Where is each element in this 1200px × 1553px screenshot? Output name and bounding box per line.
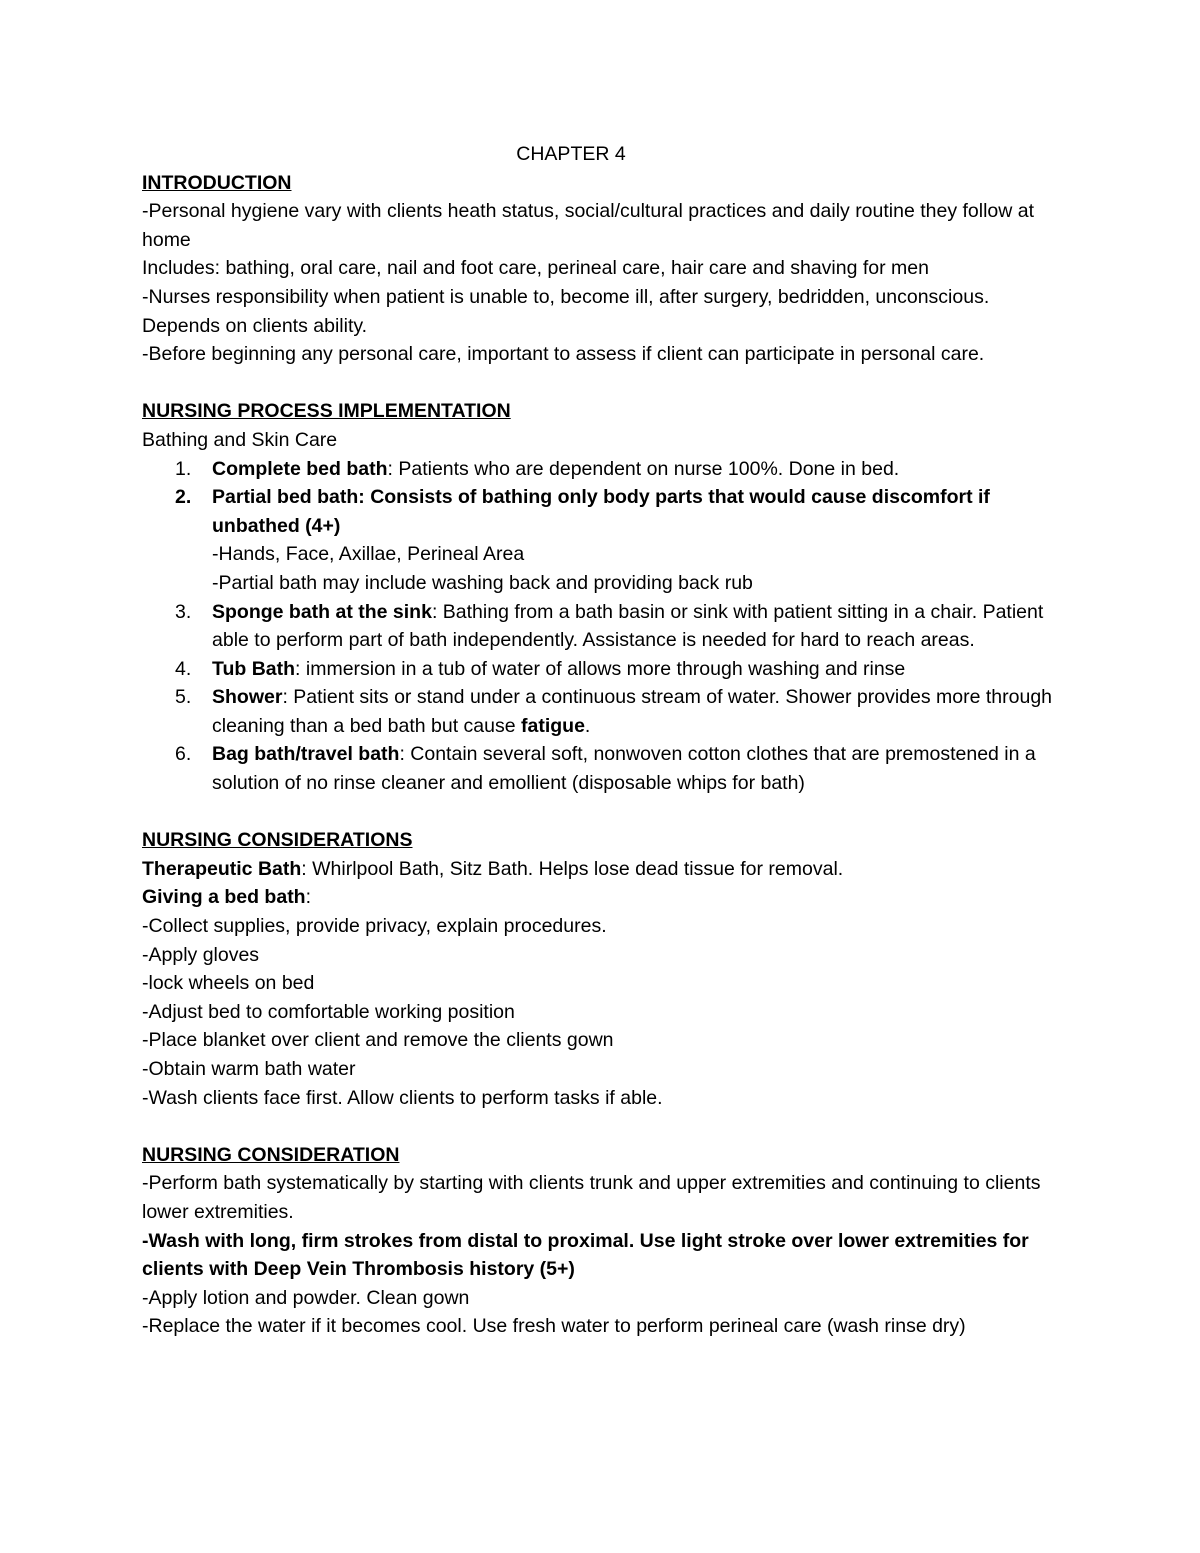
consideration-line: -Wash clients face first. Allow clients to perform tasks if able. xyxy=(142,1086,663,1109)
list-item xyxy=(142,598,1072,655)
chapter-title-row xyxy=(0,140,1000,169)
bath-types-list xyxy=(142,455,1072,798)
intro-line-3: -Nurses responsibility when patient is unable to, become ill, after surgery, bedridden, unconscious. Depends on clients ability. xyxy=(142,285,990,337)
implementation-heading: NURSING PROCESS IMPLEMENTATION xyxy=(142,400,511,423)
list-item xyxy=(142,683,1072,740)
item-term: Bag bath/travel bath xyxy=(212,743,400,766)
consideration-line: -Collect supplies, provide privacy, explain procedures. xyxy=(142,915,607,938)
considerations-heading: NURSING CONSIDERATIONS xyxy=(142,829,413,852)
list-item xyxy=(142,740,1072,797)
implementation-subheading: Bathing and Skin Care xyxy=(142,428,338,451)
item-sub-line: -Partial bath may include washing back and providing back rub xyxy=(212,571,753,594)
intro-line-1: -Personal hygiene vary with clients heath status, social/cultural practices and daily routine they follow at home xyxy=(142,200,1035,251)
consideration-paragraph: -Perform bath systematically by starting with clients trunk and upper extremities and continuing to clients lower extremities. xyxy=(142,1172,1041,1223)
therapeutic-term: Therapeutic Bath xyxy=(142,857,302,880)
item-bold-word: fatigue xyxy=(521,714,585,737)
consideration-bold-paragraph: -Wash with long, firm strokes from distal to proximal. Use light stroke over lower extremities for clients with Deep Vein Thrombosis history (5+) xyxy=(142,1229,1029,1281)
spacer xyxy=(142,798,1072,827)
intro-line-2: Includes: bathing, oral care, nail and foot care, perineal care, hair care and shaving for men xyxy=(142,257,929,280)
spacer xyxy=(142,1112,1072,1141)
item-text: : immersion in a tub of water of allows more through washing and rinse xyxy=(295,657,906,680)
item-end: . xyxy=(584,714,591,737)
intro-line-4: -Before beginning any personal care, important to assess if client can participate in personal care. xyxy=(142,343,985,366)
list-number: 2. xyxy=(175,486,192,509)
item-text: : Contain several soft, nonwoven cotton clothes that are premostened in a solution of no rinse cleaner and emollient (disposable whips for bath) xyxy=(212,743,1036,795)
consideration-heading: NURSING CONSIDERATION xyxy=(142,1143,400,1166)
list-item xyxy=(142,455,1072,484)
consideration-line: -Replace the water if it becomes cool. Use fresh water to perform perineal care (wash rinse dry) xyxy=(142,1315,966,1338)
list-item xyxy=(142,483,1072,597)
item-term: Sponge bath at the sink xyxy=(212,600,432,623)
therapeutic-text: : Whirlpool Bath, Sitz Bath. Helps lose dead tissue for removal. xyxy=(301,857,844,880)
item-text: : Bathing from a bath basin or sink with patient sitting in a chair. Patient able to perform part of bath independently. Assistance is needed for hard to reach areas. xyxy=(212,600,1044,652)
list-number: 4. xyxy=(175,657,192,680)
chapter-title: CHAPTER 4 xyxy=(516,143,626,165)
consideration-line: -Apply gloves xyxy=(142,943,260,966)
spacer xyxy=(142,369,1072,398)
item-term: Complete bed bath xyxy=(212,457,388,480)
list-item xyxy=(142,655,1072,684)
introduction-heading: INTRODUCTION xyxy=(142,171,292,194)
therapeutic-bath-line xyxy=(142,855,1072,884)
consideration-line: -Apply lotion and powder. Clean gown xyxy=(142,1286,470,1309)
item-text: : Patient sits or stand under a continuous stream of water. Shower provides more through cleaning than a bed bath but cause xyxy=(212,686,1053,737)
consideration-line: -lock wheels on bed xyxy=(142,972,315,995)
document-page xyxy=(142,140,1072,1341)
list-number: 6. xyxy=(175,743,192,766)
consideration-line: -Obtain warm bath water xyxy=(142,1058,356,1080)
list-number: 1. xyxy=(175,457,192,480)
item-term: Shower xyxy=(212,686,283,709)
list-number: 3. xyxy=(175,600,192,623)
consideration-line: -Place blanket over client and remove the clients gown xyxy=(142,1029,614,1052)
item-term: Partial bed bath: Consists of bathing only body parts that would cause discomfort if unbathed (4+) xyxy=(212,486,990,537)
bed-bath-colon: : xyxy=(305,886,312,909)
item-sub-line: -Hands, Face, Axillae, Perineal Area xyxy=(212,543,525,566)
consideration-line: -Adjust bed to comfortable working position xyxy=(142,1000,515,1023)
bed-bath-term: Giving a bed bath xyxy=(142,886,306,909)
bed-bath-line xyxy=(142,883,1072,912)
list-number: 5. xyxy=(175,686,192,709)
item-text: : Patients who are dependent on nurse 100%. Done in bed. xyxy=(387,457,900,480)
item-term: Tub Bath xyxy=(212,657,296,680)
